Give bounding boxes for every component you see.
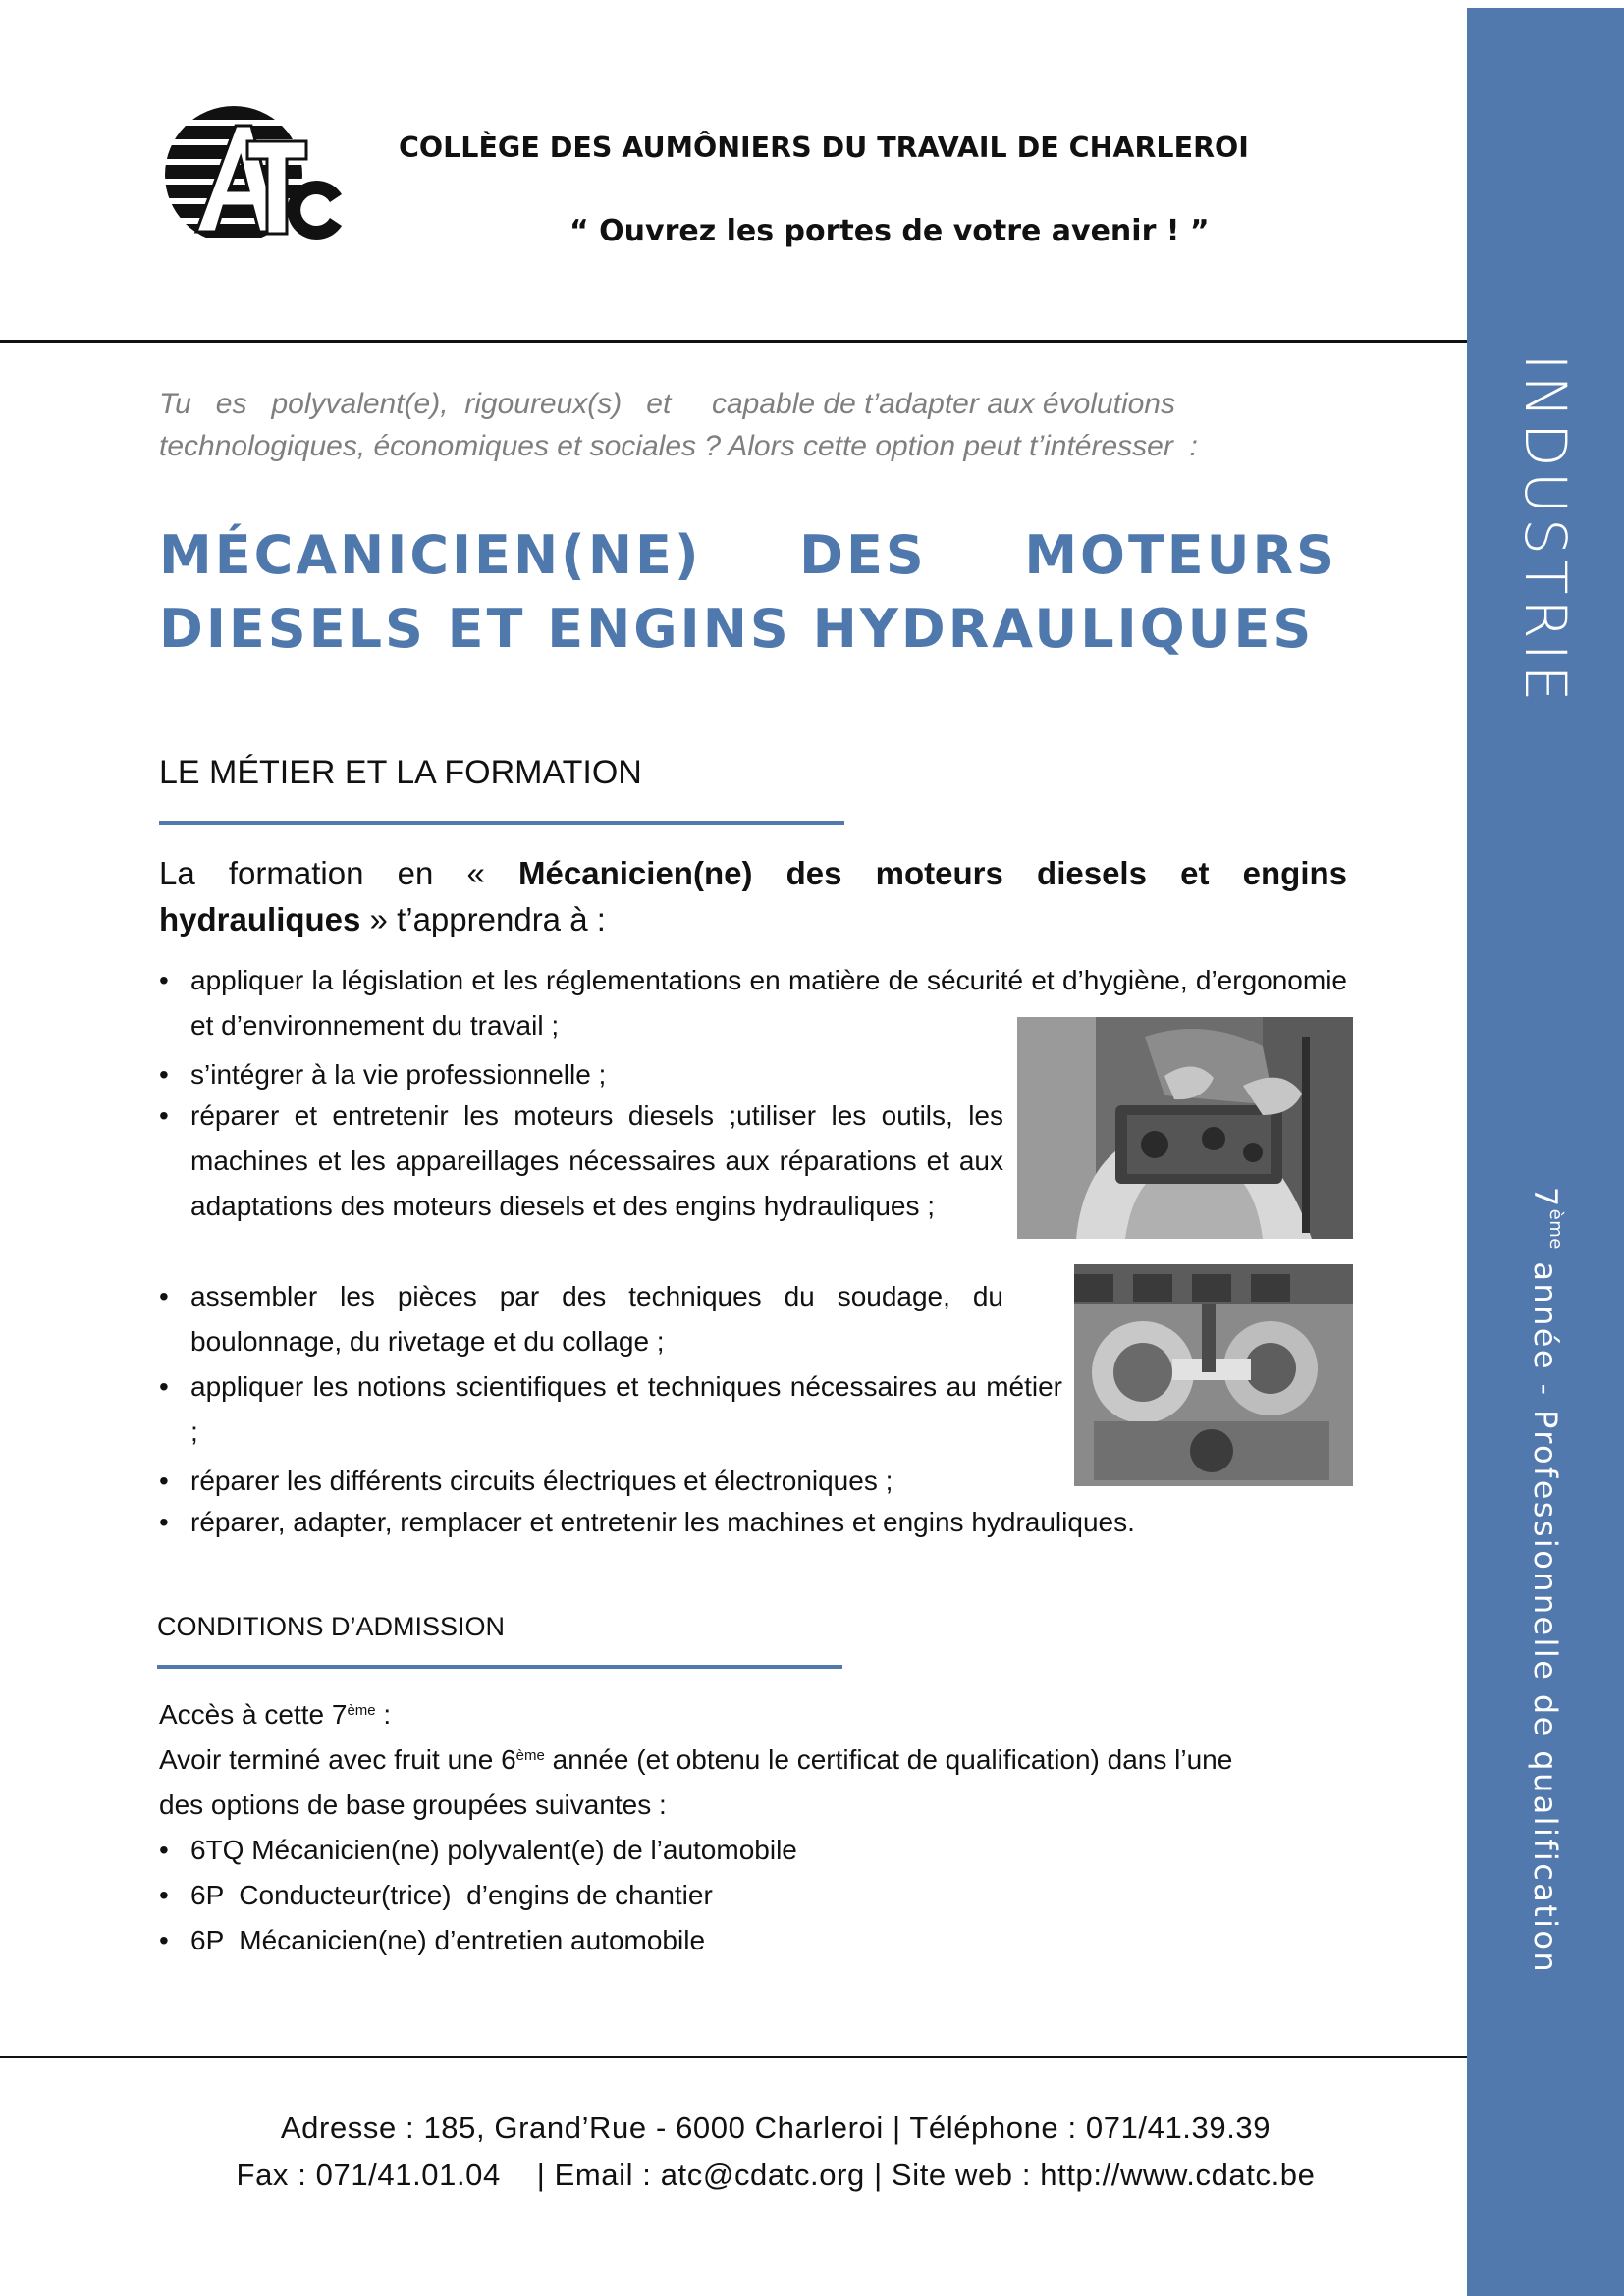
year-superscript: ème (1545, 1208, 1566, 1250)
list-item-text: réparer, adapter, remplacer et entretenir les machines et engins hydrauliques. (190, 1507, 1135, 1537)
intro-line-1: Tu es polyvalent(e), rigoureux(s) et capable de t’adapter aux évolutions (159, 388, 1175, 420)
list-item-text: appliquer les notions scientifiques et techniques nécessaires au métier ; (190, 1371, 1062, 1447)
bullet: • (159, 1507, 169, 1537)
requirement-line-1 (159, 1737, 1232, 1783)
list-item (159, 1364, 1062, 1455)
title-line-1 (159, 518, 1337, 592)
lead-bold-2: hydrauliques (159, 901, 361, 937)
title-word: MOTEURS (1024, 524, 1337, 586)
title-word: DES (799, 524, 927, 586)
bullet: • (159, 1880, 169, 1910)
header-rule (0, 340, 1467, 343)
footer-address: Adresse : 185, Grand’Rue - 6000 Charleroi | Téléphone : 071/41.39.39 (280, 2110, 1272, 2145)
title-word: MÉCANICIEN(NE) (159, 524, 702, 586)
bullet: • (159, 965, 169, 995)
option-text: 6P Mécanicien(ne) d’entretien automobile (190, 1925, 706, 1955)
intro-text (159, 383, 1347, 467)
bullet: • (159, 1371, 169, 1402)
college-name: COLLÈGE DES AUMÔNIERS DU TRAVAIL DE CHARLEROI (399, 132, 1249, 164)
lead-post: » t’apprendra à : (360, 901, 606, 937)
lead-pre: La formation en « (159, 855, 519, 891)
access-text: Accès à cette 7 (159, 1699, 348, 1730)
list-item-text: s’intégrer à la vie professionnelle ; (190, 1059, 607, 1090)
list-item-text: réparer et entretenir les moteurs diesels ;utiliser les outils, les machines et les appareillages nécessaires aux réparations et aux adaptations des moteurs diesels et des engins hydrauliques ; (190, 1100, 1003, 1221)
footer-rule (0, 2056, 1467, 2058)
bullet: • (159, 1059, 169, 1090)
section-rule-metier (159, 821, 844, 825)
access-sup: ème (347, 1702, 376, 1719)
option-item (159, 1828, 1239, 1873)
title-line-2: DIESELS ET ENGINS HYDRAULIQUES (159, 598, 1315, 660)
year-number: 7 (1527, 1186, 1564, 1209)
category-label: INDUSTRIE (1512, 353, 1579, 707)
list-item (159, 1052, 1003, 1097)
requirement-post: année (et obtenu le certificat de qualification) dans l’une (544, 1744, 1233, 1775)
engine-cutaway-photo (1074, 1264, 1353, 1486)
footer-contact: Fax : 071/41.01.04 | Email : atc@cdatc.org | Site web : http://www.cdatc.be (236, 2158, 1316, 2192)
atc-logo (153, 104, 350, 251)
list-item (159, 1500, 1347, 1545)
list-item-text: appliquer la législation et les réglementations en matière de sécurité et d’hygiène, d’ergonomie et d’environnement du travail ; (190, 965, 1347, 1041)
engine-repair-photo (1017, 1017, 1353, 1239)
requirement-sup: ème (515, 1747, 545, 1764)
option-item (159, 1873, 1239, 1918)
requirement-line-2: des options de base groupées suivantes : (159, 1789, 667, 1820)
access-line (159, 1692, 391, 1737)
option-item (159, 1918, 1239, 1963)
section-heading-admission: CONDITIONS D’ADMISSION (157, 1612, 506, 1641)
bullet: • (159, 1281, 169, 1311)
requirement-text: Avoir terminé avec fruit une 6 (159, 1744, 516, 1775)
bullet: • (159, 1925, 169, 1955)
bullet: • (159, 1466, 169, 1496)
section-heading-metier: LE MÉTIER ET LA FORMATION (159, 754, 642, 791)
option-text: 6TQ Mécanicien(ne) polyvalent(e) de l’automobile (190, 1835, 797, 1865)
list-item (159, 1274, 1003, 1364)
bullet: • (159, 1835, 169, 1865)
list-item-text: assembler les pièces par des techniques du soudage, du boulonnage, du rivetage et du collage ; (190, 1281, 1003, 1357)
page-title (159, 518, 1337, 666)
intro-line-2: technologiques, économiques et sociales ? Alors cette option peut t’intéresser : (159, 430, 1198, 462)
section-rule-admission (157, 1665, 842, 1669)
year-rest: année - Professionnelle de qualification (1527, 1249, 1564, 1975)
lead-bold-1: Mécanicien(ne) des moteurs diesels et engins (518, 855, 1347, 891)
bullet: • (159, 1100, 169, 1131)
motto: “ Ouvrez les portes de votre avenir ! ” (569, 214, 1210, 248)
year-label (1527, 1187, 1564, 1974)
formation-lead (159, 850, 1347, 942)
access-post: : (375, 1699, 392, 1730)
option-text: 6P Conducteur(trice) d’engins de chantier (190, 1880, 713, 1910)
list-item-text: réparer les différents circuits électriques et électroniques ; (190, 1466, 893, 1496)
list-item (159, 1094, 1003, 1229)
